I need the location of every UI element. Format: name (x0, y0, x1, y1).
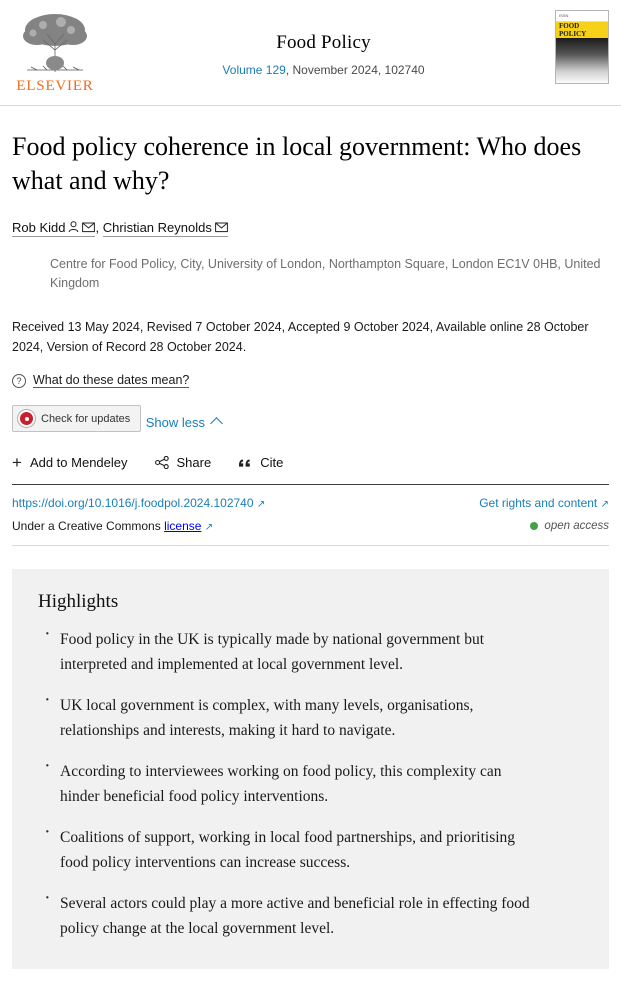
external-link-icon: ↗ (600, 499, 609, 510)
list-item: · Coalitions of support, working in local food partnerships, and prioritising food policy interventions can increase success. (60, 825, 540, 875)
highlights-section (12, 569, 609, 969)
share-icon (155, 456, 169, 469)
add-to-mendeley-button[interactable] (12, 452, 128, 472)
crossmark-button[interactable] (12, 405, 141, 432)
author-separator: , (95, 220, 100, 235)
cover-top-strip (556, 11, 608, 22)
cover-title-line1: FOOD (559, 22, 580, 30)
dates-help[interactable] (12, 373, 609, 388)
author-list (12, 220, 609, 237)
crossmark-label: Check for updates (41, 412, 131, 425)
cite-button[interactable] (238, 455, 283, 470)
doi-link-wrap[interactable] (12, 496, 265, 510)
add-to-mendeley-label: Add to Mendeley (29, 455, 128, 470)
open-access-label: open access (544, 520, 609, 532)
publisher-logo[interactable] (12, 8, 98, 95)
issue-rest: , November 2024, 102740 (285, 63, 425, 77)
cite-label: Cite (260, 455, 284, 470)
cover-issn: ISSN (559, 13, 569, 18)
person-icon[interactable] (68, 221, 79, 233)
chevron-up-icon (210, 417, 223, 430)
share-button[interactable] (155, 455, 212, 470)
author-entry (12, 220, 103, 235)
author-entry (103, 220, 228, 235)
open-access-dot-icon (530, 522, 538, 530)
envelope-icon[interactable] (215, 222, 228, 233)
license-prefix: Under a Creative Commons (12, 519, 165, 533)
crossmark-icon (18, 410, 35, 427)
share-label: Share (176, 455, 212, 470)
highlights-heading: Highlights (38, 591, 119, 612)
show-less-label: Show less (145, 415, 205, 430)
list-item: · According to interviewees working on food policy, this complexity can hinder beneficial food policy interventions. (60, 759, 540, 809)
show-less-toggle[interactable] (146, 415, 221, 430)
journal-header (0, 0, 621, 106)
journal-title-block (98, 8, 549, 77)
doi-link[interactable]: https://doi.org/10.1016/j.foodpol.2024.102740 (12, 496, 254, 510)
cover-title-band (556, 22, 608, 38)
list-item: · UK local government is complex, with many levels, organisations, relationships and interests, making it hard to navigate. (60, 693, 540, 743)
license-text-wrap (12, 519, 213, 533)
plus-icon: + (12, 452, 22, 472)
author-name[interactable]: Christian Reynolds (102, 220, 212, 235)
page-title: Food policy coherence in local government: Who does what and why? (12, 132, 582, 195)
license-link[interactable]: license (164, 519, 202, 533)
get-rights-and-content-link[interactable]: Get rights and content (479, 496, 598, 510)
article-body (0, 106, 621, 546)
open-access-badge (530, 520, 609, 532)
journal-issue (98, 63, 549, 77)
list-item: · Food policy in the UK is typically made by national government but interpreted and implemented at local government level. (60, 627, 540, 677)
envelope-icon[interactable] (82, 222, 95, 233)
doi-rights-row (12, 485, 609, 510)
author-icons[interactable] (212, 220, 228, 237)
elsevier-tree-icon (17, 10, 93, 76)
publication-dates: Received 13 May 2024, Revised 7 October 2024, Accepted 9 October 2024, Available online 28 October 2024, Version of Record 28 October 2024. (12, 320, 589, 354)
license-row (12, 510, 609, 546)
article-actions (12, 452, 609, 485)
author-icons[interactable] (65, 220, 95, 237)
author-name[interactable]: Rob Kidd (12, 220, 66, 235)
cover-title-line2: POLICY (559, 29, 587, 38)
external-link-icon: ↗ (204, 522, 214, 533)
rights-link-wrap[interactable] (479, 496, 609, 510)
affiliation: Centre for Food Policy, City, University of London, Northampton Square, London EC1V 0HB, United Kingdom (50, 257, 601, 290)
journal-title[interactable]: Food Policy (276, 32, 371, 53)
quote-icon (238, 457, 252, 469)
external-link-icon: ↗ (256, 499, 266, 510)
list-item: · Several actors could play a more active and beneficial role in effecting food policy change at the local government level. (60, 891, 540, 941)
dates-help-label[interactable]: What do these dates mean? (33, 373, 190, 387)
cover-image (556, 38, 608, 84)
journal-cover[interactable] (555, 10, 609, 84)
publisher-name: ELSEVIER (16, 78, 94, 94)
volume-link[interactable]: Volume 129 (222, 63, 286, 77)
question-circle-icon: ? (12, 374, 26, 388)
journal-cover-wrap[interactable] (549, 8, 609, 84)
highlights-list (38, 627, 583, 941)
